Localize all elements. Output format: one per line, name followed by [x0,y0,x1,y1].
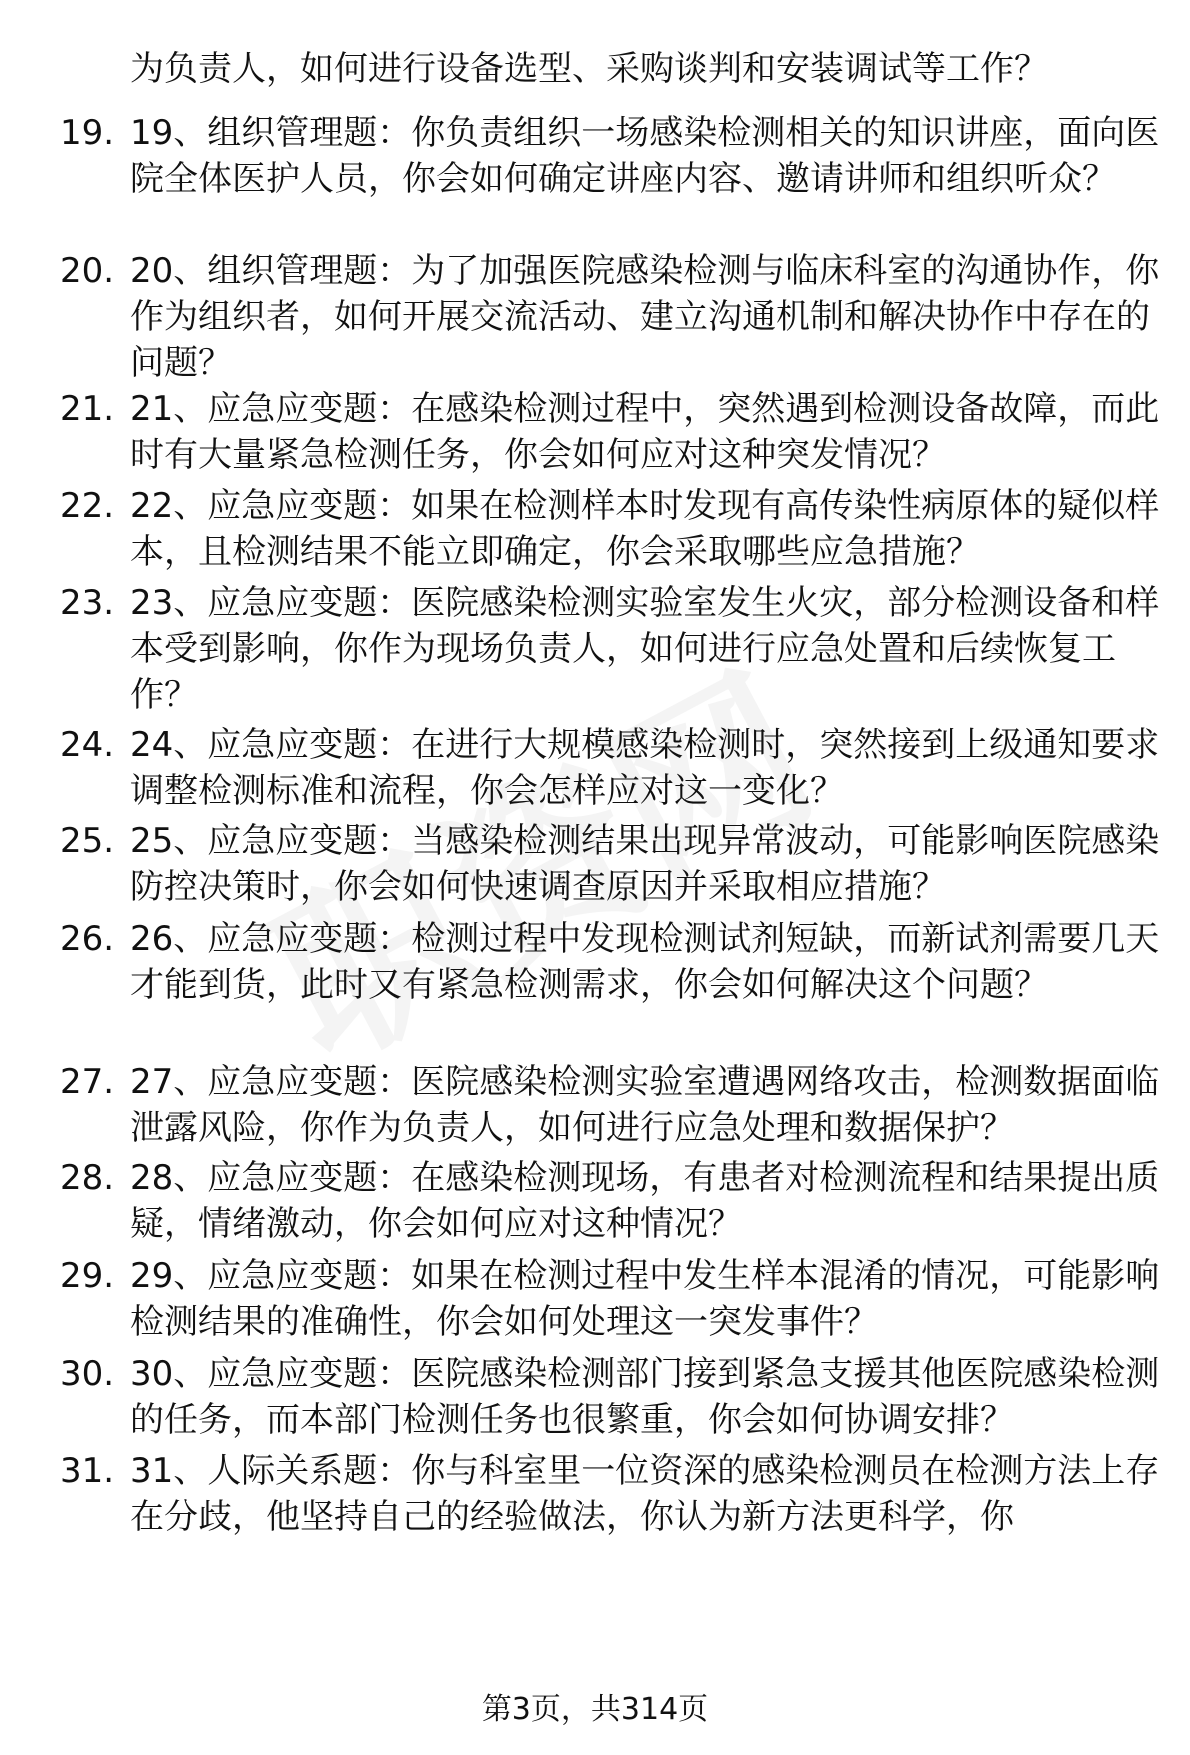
item-number: 19. [60,113,115,153]
item-text: 21、应急应变题：在感染检测过程中，突然遇到检测设备故障，而此时有大量紧急检测任务，你会如何应对这种突发情况？ [130,389,1160,475]
item-number: 29. [60,1256,115,1296]
item-text: 20、组织管理题：为了加强医院感染检测与临床科室的沟通协作，你作为组织者，如何开展交流活动、建立沟通机制和解决协作中存在的问题？ [130,251,1160,383]
item-text: 28、应急应变题：在感染检测现场，有患者对检测流程和结果提出质疑，情绪激动，你会如何应对这种情况？ [130,1158,1160,1244]
item-text: 26、应急应变题：检测过程中发现检测试剂短缺，而新试剂需要几天才能到货，此时又有紧急检测需求，你会如何解决这个问题？ [130,919,1160,1005]
item-text: 30、应急应变题：医院感染检测部门接到紧急支援其他医院感染检测的任务，而本部门检测任务也很繁重，你会如何协调安排？ [130,1354,1160,1440]
item-number: 30. [60,1354,115,1394]
item-text: 25、应急应变题：当感染检测结果出现异常波动，可能影响医院感染防控决策时，你会如何快速调查原因并采取相应措施？ [130,821,1160,907]
item-number: 22. [60,486,115,526]
item-text: 29、应急应变题：如果在检测过程中发生样本混淆的情况，可能影响检测结果的准确性，你会如何处理这一突发事件？ [130,1256,1160,1342]
item-text: 31、人际关系题：你与科室里一位资深的感染检测员在检测方法上存在分歧，他坚持自己的经验做法，你认为新方法更科学，你 [130,1451,1160,1537]
item-number: 20. [60,251,115,291]
item-number: 31. [60,1451,115,1491]
item-number: 24. [60,725,115,765]
item-number: 23. [60,583,115,623]
item-number: 27. [60,1062,115,1102]
item-number: 25. [60,821,115,861]
page-footer: 第3页，共314页 [481,1692,709,1727]
item-number: 21. [60,389,115,429]
item-number: 26. [60,919,115,959]
item-text: 19、组织管理题：你负责组织一场感染检测相关的知识讲座，面向医院全体医护人员，你会如何确定讲座内容、邀请讲师和组织听众？ [130,113,1160,199]
item-text: 24、应急应变题：在进行大规模感染检测时，突然接到上级通知要求调整检测标准和流程，你会怎样应对这一变化？ [130,725,1160,811]
item-text: 23、应急应变题：医院感染检测实验室发生火灾，部分检测设备和样本受到影响，你作为现场负责人，如何进行应急处置和后续恢复工作？ [130,583,1160,715]
item-number: 28. [60,1158,115,1198]
continuation-text: 为负责人，如何进行设备选型、采购谈判和安装调试等工作？ [130,49,1048,89]
item-text: 27、应急应变题：医院感染检测实验室遭遇网络攻击，检测数据面临泄露风险，你作为负责人，如何进行应急处理和数据保护？ [130,1062,1160,1148]
item-text: 22、应急应变题：如果在检测样本时发现有高传染性病原体的疑似样本，且检测结果不能立即确定，你会采取哪些应急措施？ [130,486,1160,572]
